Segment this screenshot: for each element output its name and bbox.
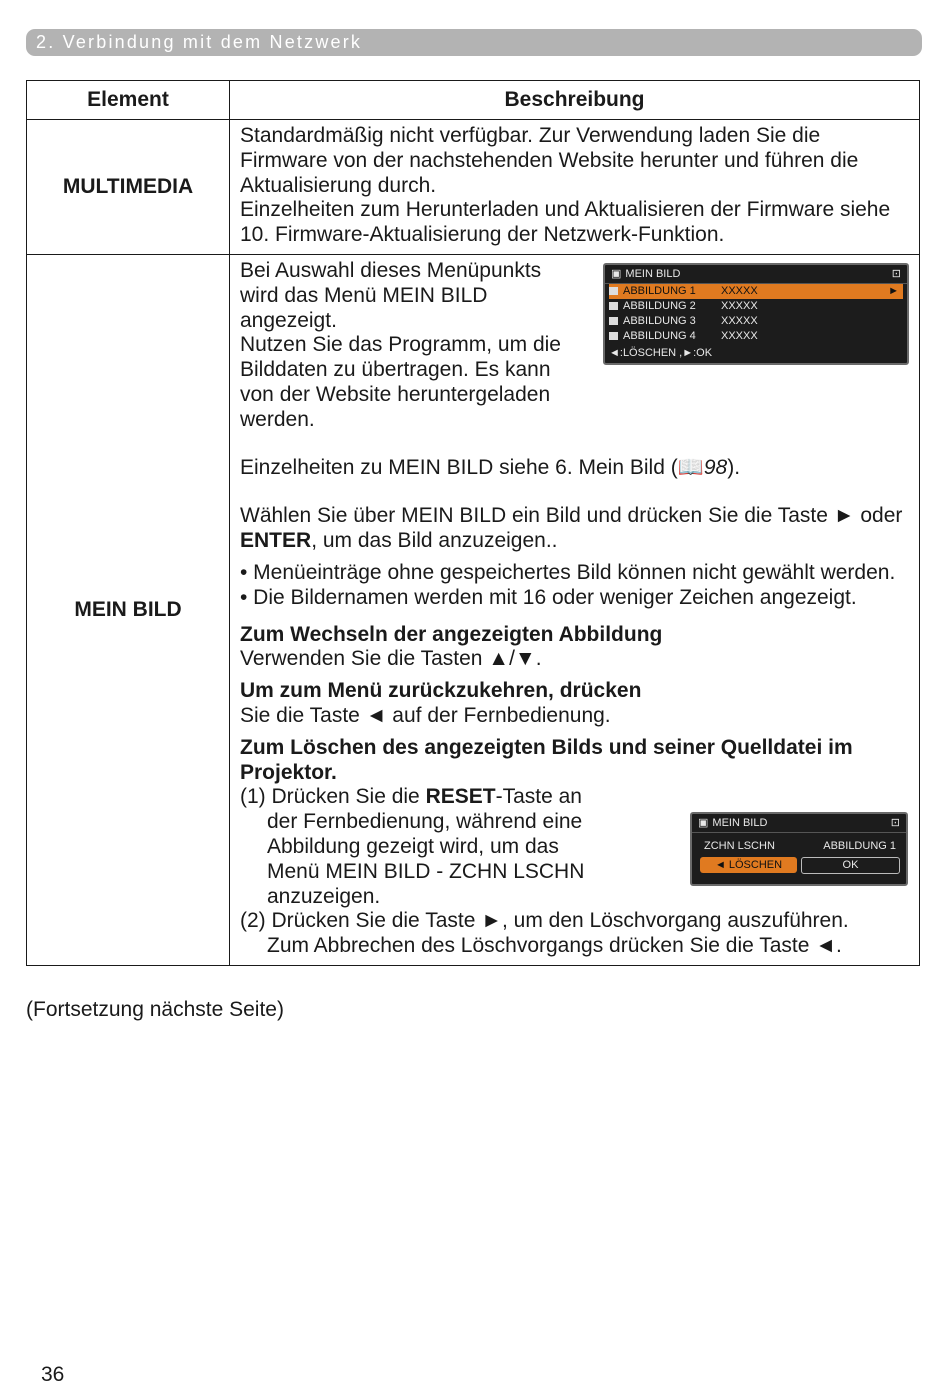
- image-icon: [609, 332, 618, 340]
- osd-title: MEIN BILD: [625, 267, 681, 280]
- heading-switch-image: Zum Wechseln der angezeigten Abbildung: [240, 622, 663, 646]
- mein-bild-menu-screenshot: [603, 263, 909, 365]
- settings-table: [26, 80, 920, 966]
- details-text: Einzelheiten zu MEIN BILD siehe 6. Mein Bild (: [240, 455, 678, 479]
- description-mein-bild: [230, 254, 920, 965]
- step-2-line-2: Zum Abbrechen des Löschvorgangs drücken Sie die Taste ◄.: [267, 934, 842, 958]
- bullet-note-2: • Die Bildernamen werden mit 16 oder weniger Zeichen angezeigt.: [240, 585, 857, 609]
- osd-list-item: [609, 284, 903, 299]
- details-reference: [240, 456, 909, 481]
- osd-footer: ◄:LÖSCHEN ,►:OK: [609, 346, 713, 359]
- page-reference: 98: [703, 455, 728, 479]
- step-1-line-1: [240, 785, 909, 810]
- text-return-menu: Sie die Taste ◄ auf der Fernbedienung.: [240, 703, 611, 727]
- delete-menu-screenshot: [690, 812, 908, 886]
- step-1-line-2: der Fernbedienung, während eine: [267, 810, 583, 834]
- element-name-multimedia: MULTIMEDIA: [27, 120, 230, 255]
- mein-bild-intro-2: Nutzen Sie das Programm, um die Bilddaten zu übertragen. Es kann von der Website heruntergeladen werden.: [240, 333, 561, 431]
- image-icon: [609, 302, 618, 310]
- bullet-note-1: • Menüeinträge ohne gespeichertes Bild können nicht gewählt werden.: [240, 560, 896, 584]
- step-1-line-4: Menü MEIN BILD - ZCHN LSCHN: [267, 859, 585, 883]
- continuation-note: (Fortsetzung nächste Seite): [26, 998, 284, 1021]
- expand-icon: ⊡: [891, 267, 901, 280]
- page-number: 36: [41, 1363, 65, 1386]
- heading-return-menu: Um zum Menü zurückzukehren, drücken: [240, 679, 642, 703]
- reset-key-label: RESET: [425, 785, 496, 809]
- osd-item-value: XXXXX: [721, 285, 758, 298]
- osd-item-name: ABBILDUNG 2: [623, 300, 696, 313]
- mein-bild-intro: Bei Auswahl dieses Menüpunkts wird das Menü MEIN BILD angezeigt.: [240, 258, 542, 332]
- osd-item-value: XXXXX: [721, 315, 758, 328]
- element-name-mein-bild: MEIN BILD: [27, 254, 230, 965]
- heading-delete-image: Zum Löschen des angezeigten Bilds und seiner Quelldatei im Projektor.: [240, 735, 853, 784]
- step-1-text: (1) Drücken Sie die: [240, 785, 426, 809]
- osd-item-name: ABBILDUNG 3: [623, 315, 696, 328]
- osd-item-value: XXXXX: [721, 330, 758, 343]
- menu-icon: ▣: [698, 816, 709, 829]
- osd2-label: ZCHN LSCHN: [704, 839, 775, 852]
- multimedia-text-1: Standardmäßig nicht verfügbar. Zur Verwendung laden Sie die Firmware von der nachstehenden Website herunter und führen die Aktualisierung durch.: [240, 124, 859, 197]
- select-text: Wählen Sie über MEIN BILD ein Bild und drücken Sie die Taste ► oder: [240, 504, 903, 528]
- image-icon: [609, 287, 618, 295]
- osd2-value: ABBILDUNG 1: [823, 839, 896, 852]
- osd-list-item: [605, 299, 907, 314]
- osd-list-item: [605, 314, 907, 329]
- select-instruction: [240, 504, 909, 554]
- menu-icon: ▣: [611, 267, 622, 280]
- step-1-line-5: anzuzeigen.: [267, 884, 381, 908]
- text-switch-image: Verwenden Sie die Tasten ▲/▼.: [240, 647, 542, 671]
- table-row-multimedia: [27, 120, 920, 255]
- column-header-element: Element: [27, 81, 230, 120]
- book-icon: 📖: [677, 455, 704, 479]
- osd2-title: MEIN BILD: [712, 816, 768, 829]
- description-multimedia: [230, 120, 920, 255]
- osd-item-value: XXXXX: [721, 300, 758, 313]
- osd-item-name: ABBILDUNG 1: [623, 285, 696, 298]
- enter-key-label: ENTER: [240, 529, 312, 553]
- table-row-mein-bild: [27, 254, 920, 965]
- osd-list-item: [605, 329, 907, 344]
- column-header-description: Beschreibung: [230, 81, 920, 120]
- step-2-line-1: (2) Drücken Sie die Taste ►, um den Löschvorgang auszuführen.: [240, 909, 849, 933]
- expand-icon: ⊡: [890, 816, 900, 829]
- arrow-right-icon: ►: [888, 285, 899, 298]
- delete-button: ◄ LÖSCHEN: [700, 857, 797, 873]
- step-1-line-3: Abbildung gezeigt wird, um das: [267, 834, 559, 858]
- step-1-text-end: -Taste an: [495, 785, 582, 809]
- ok-button: OK: [801, 857, 900, 874]
- osd-item-name: ABBILDUNG 4: [623, 330, 696, 343]
- image-icon: [609, 317, 618, 325]
- select-text-end: , um das Bild anzuzeigen..: [311, 529, 558, 553]
- section-header: 2. Verbindung mit dem Netzwerk: [26, 29, 922, 56]
- multimedia-text-2: Einzelheiten zum Herunterladen und Aktualisieren der Firmware siehe 10. Firmware-Aktualisierung der Netzwerk-Funktion.: [240, 198, 891, 247]
- details-text-end: ).: [727, 455, 741, 479]
